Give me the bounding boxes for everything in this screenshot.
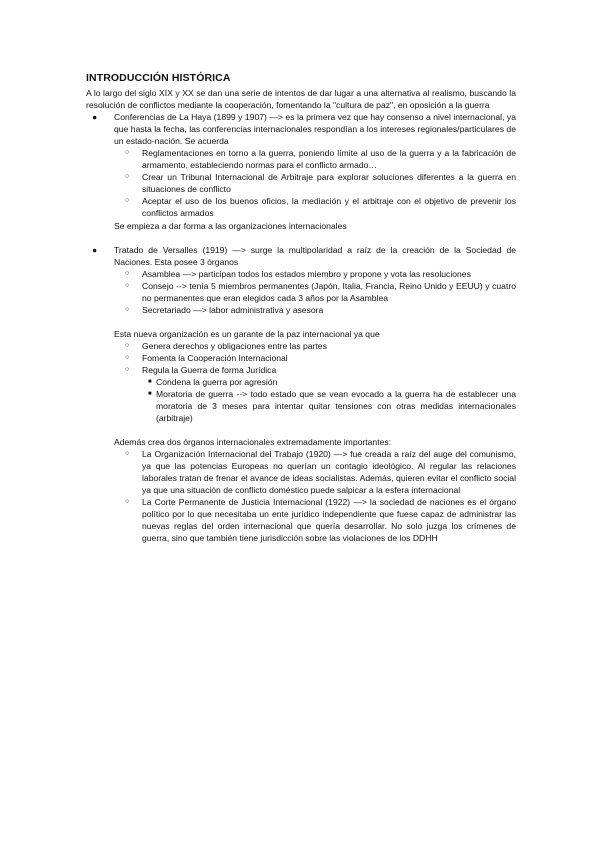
bullet-icon: ●: [92, 245, 98, 255]
sublist-item: [114, 340, 516, 352]
sublist-item: [114, 352, 516, 364]
list-item-versalles: [86, 244, 516, 544]
sub-sublist-item: [142, 376, 516, 388]
international-organs-sublist: [114, 448, 516, 544]
intro-paragraph: A lo largo del siglo XIX y XX se dan una serie de intentos de dar lugar a una alternativa al realismo, buscando la resolución de conflictos mediante la cooperación, fomentando la "cultura de paz", en oposición a la guerra: [86, 88, 516, 110]
list-item-la-haya: [86, 111, 516, 232]
circle-bullet-icon: ○: [125, 306, 130, 313]
sublist-item: [114, 304, 516, 316]
circle-bullet-icon: ○: [125, 498, 130, 505]
circle-bullet-icon: ○: [125, 450, 130, 457]
guarantor-intro: Esta nueva organización es un garante de la paz internacional ya que: [114, 329, 380, 339]
sublist-item: [114, 448, 516, 496]
sublist-item-text: Crear un Tribunal Internacional de Arbitraje para explorar soluciones diferentes a la guerra en situaciones de conflicto: [142, 172, 516, 194]
sublist-item-text: Fomenta la Cooperación Internacional: [142, 353, 288, 363]
guarantor-sublist: [114, 340, 516, 424]
circle-bullet-icon: ○: [125, 270, 130, 277]
organs-intro: Además crea dos órganos internacionales extremadamente importantes:: [114, 437, 392, 447]
sublist-item: [114, 364, 516, 424]
square-bullet-icon: ■: [148, 391, 152, 397]
document-body: [86, 72, 516, 544]
sublist-item-text: Reglamentaciones en torno a la guerra, poniendo límite al uso de la guerra y a la fabricación de armamento, estableciendo normas para el conflicto armado…: [142, 148, 516, 170]
sublist-item-text: Consejo --> tenía 5 miembros permanentes (Japón, Italia, Francia, Reino Unido y EEUU) y cuatro no permanentes que eran elegidos cada 3 años por la Asamblea: [142, 281, 516, 303]
main-list: [86, 111, 516, 232]
bullet-icon: ●: [92, 112, 98, 122]
sublist-item-text: La Organización Internacional del Trabajo (1920) —> fue creada a raíz del auge del comunismo, ya que las potencias Europeas no querían un contagio ideológico. Al regular las relaciones laborales tratan de frenar el avance de ideas socialistas. Además, quieren evitar el conflicto social ya que una situación de conflicto doméstico puede salpicar a la esfera internacional: [142, 449, 516, 495]
square-bullet-icon: ■: [148, 379, 152, 385]
sublist-item-text: Secretariado —> labor administrativa y asesora: [142, 305, 324, 315]
page-title: INTRODUCCIÓN HISTÓRICA: [86, 72, 231, 84]
war-sublist: [142, 376, 516, 424]
sublist-item-text: Aceptar el uso de los buenos oficios, la mediación y el arbitraje con el objetivo de prevenir los conflictos armados: [142, 196, 516, 218]
sublist-item: [114, 268, 516, 280]
circle-bullet-icon: ○: [125, 173, 130, 180]
sublist-item: [114, 147, 516, 171]
circle-bullet-icon: ○: [125, 149, 130, 156]
sub-sublist-item: [142, 388, 516, 424]
circle-bullet-icon: ○: [125, 282, 130, 289]
sublist-item-text: Genera derechos y obligaciones entre las partes: [142, 341, 327, 351]
sublist-item: [114, 195, 516, 219]
main-list-2: [86, 244, 516, 544]
versalles-text: Tratado de Versalles (1919) —> surge la multipolaridad a raíz de la creación de la Sociedad de Naciones. Esta posee 3 órganos: [114, 245, 516, 267]
sub-sublist-item-text: Condena la guerra por agresión: [156, 377, 278, 387]
circle-bullet-icon: ○: [125, 354, 130, 361]
la-haya-text: Conferencias de La Haya (1899 y 1907) —> es la primera vez que hay consenso a nivel internacional, ya que hasta la fecha, las conferencias internacionales respondían a los intereses regionales/particulares de un estado-nación. Se acuerda: [114, 112, 516, 146]
sub-sublist-item-text: Moratoria de guerra --> todo estado que se vean evocado a la guerra ha de establecer una moratoria de 3 meses para intentar quitar tensiones con otras medidas internacionales (arbitraje): [156, 389, 516, 423]
sublist-item-text: Asamblea —> participan todos los estados miembro y propone y vota las resoluciones: [142, 269, 471, 279]
sublist-item: [114, 496, 516, 544]
sublist-item: [114, 171, 516, 195]
organs-sublist: [114, 268, 516, 316]
la-haya-sublist: [114, 147, 516, 219]
circle-bullet-icon: ○: [125, 197, 130, 204]
la-haya-note: Se empieza a dar forma a las organizaciones internacionales: [114, 221, 347, 231]
sublist-item: [114, 280, 516, 304]
sublist-item-text: Regula la Guerra de forma Jurídica: [142, 365, 277, 375]
circle-bullet-icon: ○: [125, 366, 130, 373]
sublist-item-text: La Corte Permanente de Justicia Internacional (1922) —> la sociedad de naciones es el órgano político por lo que necesitaba un ente jurídico independiente que fuese capaz de administrar las nuevas reglas del orden internacional que quería desarrollar. No solo juzga los crímenes de guerra, sino que también tiene jurisdicción sobre las violaciones de los DDHH: [142, 497, 516, 543]
circle-bullet-icon: ○: [125, 342, 130, 349]
